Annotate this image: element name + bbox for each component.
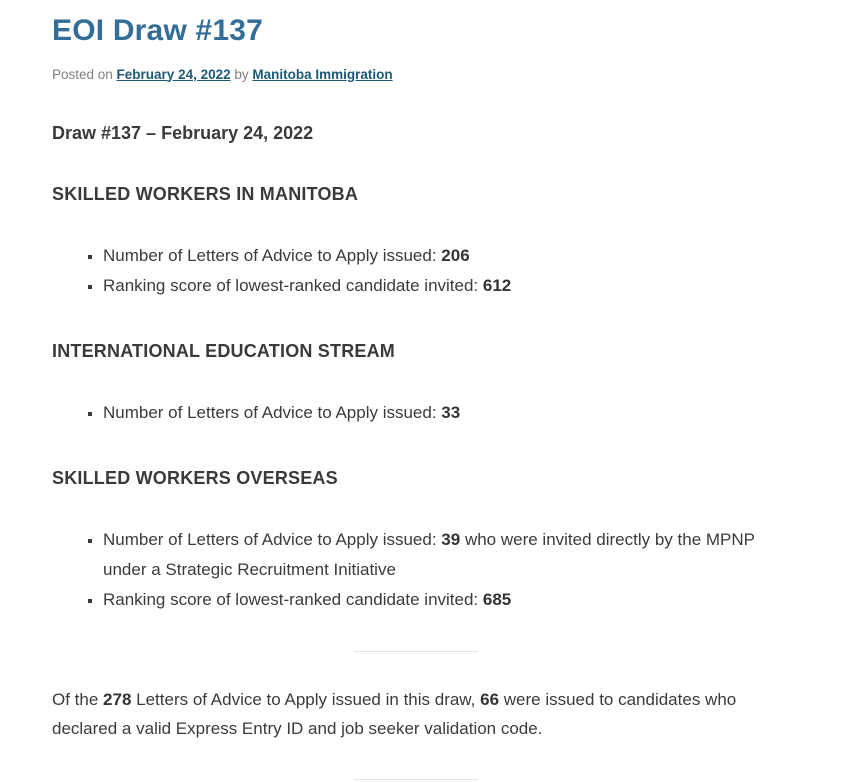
draw-heading: Draw #137 – February 24, 2022 bbox=[52, 122, 314, 143]
stat-list-skilled-workers-manitoba bbox=[52, 241, 779, 301]
list-item bbox=[103, 271, 779, 301]
list-item bbox=[103, 525, 779, 585]
stat-value: 39 bbox=[441, 529, 461, 549]
stat-value: 685 bbox=[482, 589, 512, 609]
list-item bbox=[103, 241, 779, 271]
byline-by-label: by bbox=[230, 66, 253, 82]
stat-value: 206 bbox=[441, 245, 470, 265]
stat-value: 612 bbox=[482, 275, 512, 295]
stat-value: 33 bbox=[441, 402, 461, 422]
stat-suffix: who were invited directly by the MPNP under a Strategic Recruitment Initiative bbox=[103, 529, 755, 579]
summary-paragraph bbox=[52, 685, 779, 743]
summary-text: Letters of Advice to Apply issued in this draw, bbox=[131, 689, 481, 709]
stat-label: Ranking score of lowest-ranked candidate invited: bbox=[103, 589, 483, 609]
summary-total-loaa: 278 bbox=[103, 689, 132, 709]
byline-posted-on-label: Posted on bbox=[52, 66, 117, 82]
post-title: EOI Draw #137 bbox=[52, 14, 264, 47]
stat-label: Number of Letters of Advice to Apply issued: bbox=[103, 402, 442, 422]
summary-express-entry-count: 66 bbox=[480, 689, 500, 709]
stat-label: Ranking score of lowest-ranked candidate invited: bbox=[103, 275, 483, 295]
section-heading-international-education-stream: INTERNATIONAL EDUCATION STREAM bbox=[52, 340, 395, 361]
post-author-link[interactable]: Manitoba Immigration bbox=[252, 66, 393, 82]
stat-label: Number of Letters of Advice to Apply issued: bbox=[103, 245, 442, 265]
stat-label: Number of Letters of Advice to Apply issued: bbox=[103, 529, 442, 549]
list-item bbox=[103, 398, 779, 428]
section-divider bbox=[354, 651, 478, 652]
post-date-link[interactable]: February 24, 2022 bbox=[116, 66, 231, 82]
section-heading-skilled-workers-overseas: SKILLED WORKERS OVERSEAS bbox=[52, 467, 338, 488]
stat-list-skilled-workers-overseas bbox=[52, 525, 779, 615]
byline bbox=[52, 67, 779, 82]
section-heading-skilled-workers-manitoba: SKILLED WORKERS IN MANITOBA bbox=[52, 183, 359, 204]
bottom-divider bbox=[354, 779, 478, 780]
stat-list-international-education-stream bbox=[52, 398, 779, 428]
summary-text: Of the bbox=[52, 689, 104, 709]
list-item bbox=[103, 585, 779, 615]
summary-text: were issued to candidates who declared a valid Express Entry ID and job seeker validation code. bbox=[52, 689, 737, 738]
